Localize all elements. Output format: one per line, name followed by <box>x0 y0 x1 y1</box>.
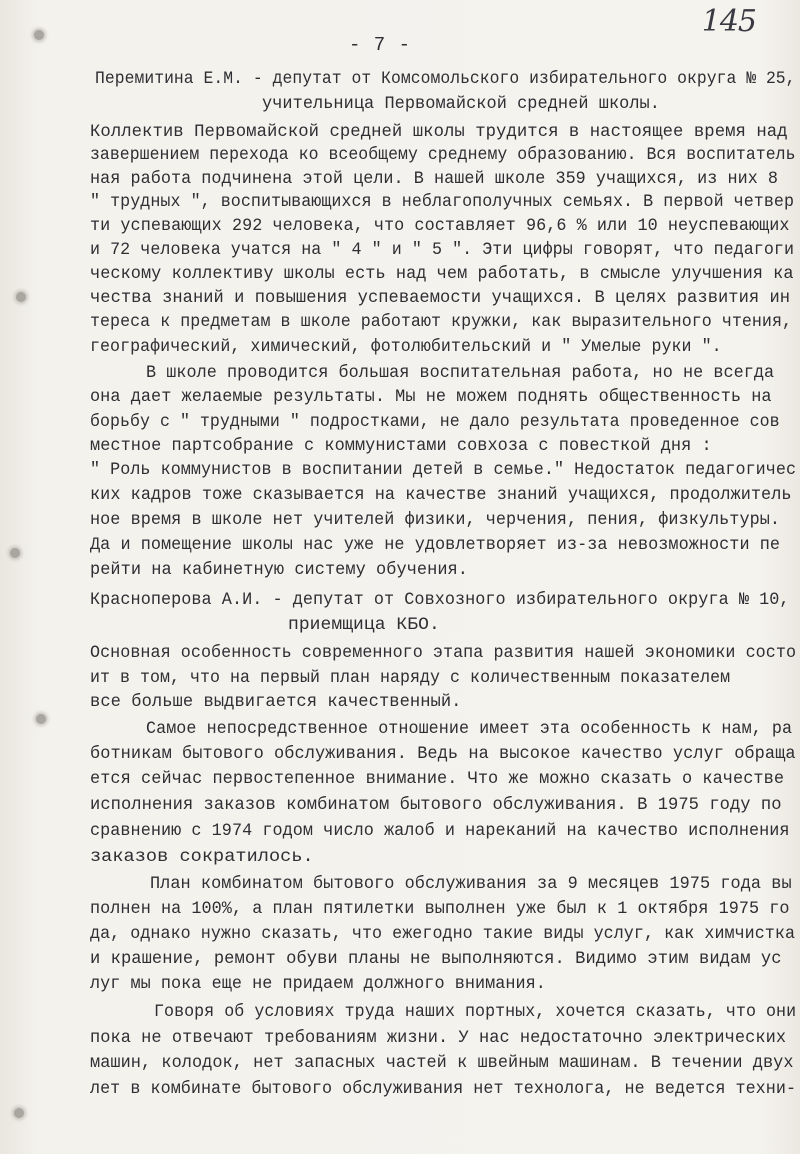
text-line: Основная особенность современного этапа развития нашей экономики состо <box>90 644 797 663</box>
text-line: Да и помещение школы нас уже не удовлетворяет из-за невозможности пе <box>90 536 781 555</box>
text-line: приемщица КБО. <box>288 616 440 635</box>
text-line: ное время в школе нет учителей физики, черчения, пения, физкультуры. <box>90 511 781 530</box>
text-line: ких кадров тоже сказывается на качестве знаний учащихся, продолжитель <box>90 486 792 505</box>
page-number: - 7 - <box>348 34 411 56</box>
text-line: чества знаний и повышения успеваемости учащихся. В целях развития ин <box>90 289 791 308</box>
text-line: " Роль коммунистов в воспитании детей в семье." Недостаток педагогичес <box>90 461 797 480</box>
text-line: лет в комбинате бытового обслуживания нет технолога, не ведется техни- <box>90 1080 797 1099</box>
text-line: В школе проводится большая воспитательная работа, но не всегда <box>146 364 775 383</box>
text-line: сравнению с 1974 годом число жалоб и нареканий на качество исполнения <box>90 822 790 841</box>
text-line: заказов сократилось. <box>90 848 314 867</box>
text-line: ется сейчас первостепенное внимание. Что же можно сказать о качестве <box>90 770 785 789</box>
text-line: Перемитина Е.М. - депутат от Комсомольского избирательного округа № 25, <box>95 70 796 89</box>
text-line: да, однако нужно сказать, что ежегодно такие виды услуг, как химчистка <box>90 925 796 944</box>
text-line: машин, колодок, нет запасных частей к швейным машинам. В течении двух <box>90 1054 794 1073</box>
binding-hole <box>34 30 44 40</box>
text-line: борьбу с " трудными " подростками, не дало результата проведенное сов <box>90 413 780 432</box>
text-line: ит в том, что на первый план наряду с количественным показателем <box>90 669 731 688</box>
text-line: ческому коллективу школы есть над чем работать, в смысле улучшения ка <box>90 265 794 284</box>
text-line: исполнения заказов комбинатом бытового обслуживания. В 1975 году по <box>90 796 782 815</box>
text-line: полнен на 100%, а план пятилетки выполнен уже был к 1 октября 1975 го <box>90 900 790 919</box>
text-line: ная работа подчинена этой цели. В нашей школе 359 учащихся, из них 8 <box>90 170 779 189</box>
text-line: местное партсобрание с коммунистами совхоза с повесткой дня : <box>90 437 712 456</box>
text-line: тереса к предметам в школе работают кружки, как выразительного чтения, <box>90 313 793 332</box>
text-line: ти успевающих 292 человека, что составляет 96,6 % или 10 неуспевающих <box>90 217 790 236</box>
text-line: План комбинатом бытового обслуживания за 9 месяцев 1975 года вы <box>150 875 792 894</box>
text-line: " трудных ", воспитывающихся в неблагополучных семьях. В первой четвер <box>90 193 795 212</box>
text-line: Самое непосредственное отношение имеет эта особенность к нам, ра <box>146 720 793 739</box>
archive-folio-number: 145 <box>701 4 756 39</box>
binding-hole <box>14 1108 24 1118</box>
text-line: рейти на кабинетную систему обучения. <box>90 561 468 580</box>
binding-hole <box>10 548 20 558</box>
text-line: луг мы пока еще не придаем должного внимания. <box>90 975 546 994</box>
text-line: она дает желаемые результаты. Мы не можем поднять общественность на <box>90 388 772 407</box>
binding-hole <box>16 292 26 302</box>
text-line: все больше выдвигается качественный. <box>90 693 462 712</box>
text-line: учительница Первомайской средней школы. <box>262 95 660 114</box>
binding-hole <box>36 714 46 724</box>
text-line: Коллектив Первомайской средней школы трудится в настоящее время над <box>90 123 788 142</box>
text-line: ботникам бытового обслуживания. Ведь на высокое качество услуг обраща <box>90 745 796 764</box>
text-line: Красноперова А.И. - депутат от Совхозного избирательного округа № 10, <box>90 591 790 610</box>
text-line: пока не отвечают требованиям жизни. У нас недостаточно электрических <box>90 1029 787 1048</box>
text-line: Говоря об условиях труда наших портных, хочется сказать, что они <box>154 1003 797 1022</box>
text-line: завершением перехода ко всеобщему среднему образованию. Вся воспитатель <box>90 146 796 165</box>
text-line: географический, химический, фотолюбительский и " Умелые руки ". <box>90 338 722 357</box>
text-line: и 72 человека учатся на " 4 " и " 5 ". Эти цифры говорят, что педагоги <box>90 241 795 260</box>
text-line: и крашение, ремонт обуви планы не выполняются. Видимо этим видам ус <box>90 950 782 969</box>
